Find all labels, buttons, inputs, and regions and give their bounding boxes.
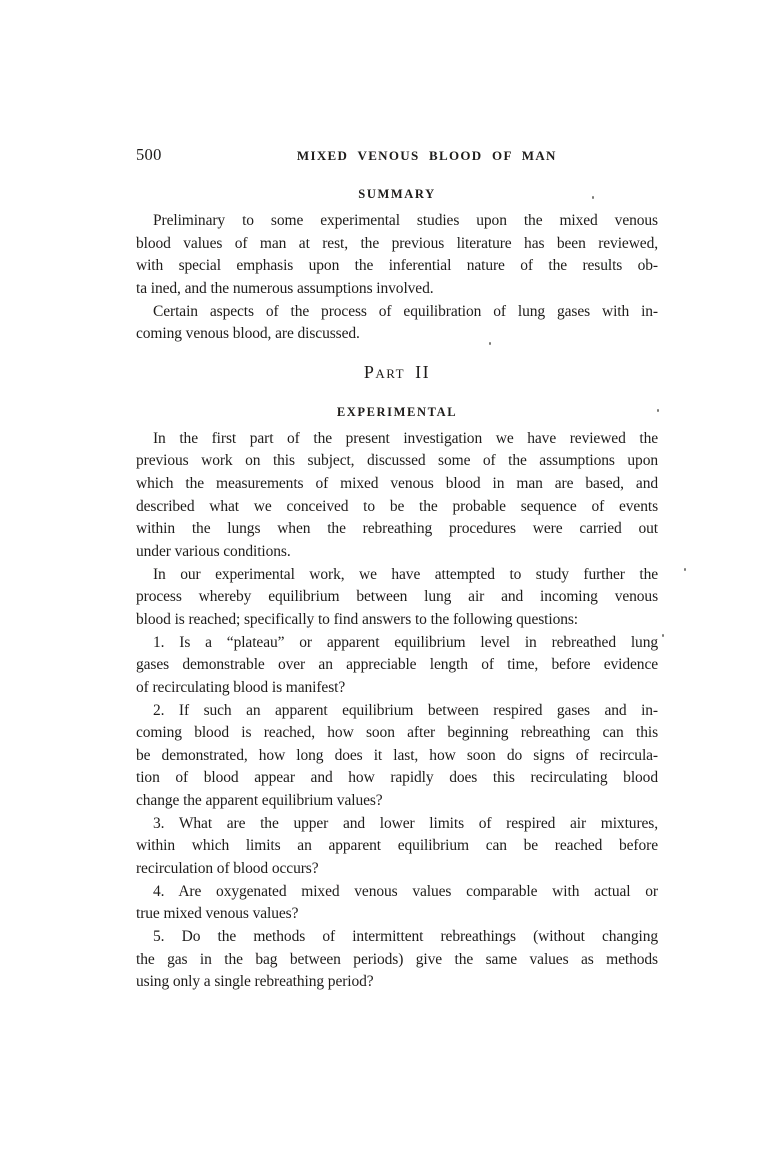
paragraph [136,926,658,994]
paragraph [136,881,658,926]
text-column [136,145,658,994]
text-line: Preliminary to some experimental studies upon the mixed venous [153,212,658,229]
text-line: gases demonstrable over an appreciable length of time, before evidence [136,656,658,674]
text-line: be demonstrated, how long does it last, how soon do signs of recircula- [136,746,658,764]
text-line: process whereby equilibrium between lung air and incoming venous [136,588,658,606]
page-body [136,187,658,994]
text-line: within the lungs when the rebreathing procedures were carried out [136,520,658,538]
text-line: of recirculating blood is manifest? [136,678,346,696]
text-line: coming blood is reached, how soon after beginning rebreathing can this [136,724,658,742]
paragraph [136,428,658,564]
text-line: In our experimental work, we have attempted to study further the [153,565,658,583]
text-line: under various conditions. [136,543,291,561]
part-heading: Part II [363,361,431,382]
paragraph [136,210,658,301]
text-line: the gas in the bag between periods) give the same values as methods [136,950,658,968]
text-line: ta ined, and the numerous assumptions involved. [136,279,434,297]
scan-speck [657,409,659,412]
text-line: described what we conceived to be the probable sequence of events [136,497,658,515]
text-line: 1. Is a “plateau” or apparent equilibrium level in rebreathed lung [153,633,658,651]
text-line: 4. Are oxygenated mixed venous values comparable with actual or [153,882,658,900]
scan-speck [684,568,686,571]
scan-speck [489,342,491,345]
paragraph [136,700,658,813]
paragraph [136,564,658,632]
text-line: recirculation of blood occurs? [136,860,319,878]
text-line: true mixed venous values? [136,905,299,923]
text-line: Certain aspects of the process of equilibration of lung gases with in- [153,302,658,320]
text-line: coming venous blood, are discussed. [136,325,360,343]
experimental-heading: EXPERIMENTAL [336,404,458,419]
text-line: previous work on this subject, discussed some of the assumptions upon [136,452,658,470]
page-number: 500 [136,145,162,164]
text-line: 3. What are the upper and lower limits of respired air mixtures, [153,814,658,832]
summary-heading: SUMMARY [358,187,436,201]
text-line: 2. If such an apparent equilibrium between respired gases and in- [153,701,658,719]
text-line: change the apparent equilibrium values? [136,792,383,810]
text-line: with special emphasis upon the inferential nature of the results ob- [136,257,658,275]
text-line: using only a single rebreathing period? [136,973,374,991]
text-line: tion of blood appear and how rapidly does this recirculating blood [136,769,658,787]
paragraph [136,301,658,346]
text-line: within which limits an apparent equilibrium can be reached before [136,837,658,855]
text-line: blood values of man at rest, the previous literature has been reviewed, [136,234,658,252]
text-line: In the first part of the present investigation we have reviewed the [153,429,658,447]
scan-speck [592,196,594,199]
scan-speck [662,634,664,637]
paragraph [136,632,658,700]
running-title: MIXED VENOUS BLOOD OF MAN [296,148,557,163]
text-line: 5. Do the methods of intermittent rebreathings (without changing [153,927,658,945]
paragraph [136,813,658,881]
text-line: blood is reached; specifically to find answers to the following questions: [136,610,579,628]
text-line: which the measurements of mixed venous blood in man are based, and [136,475,658,493]
running-header [136,145,658,165]
